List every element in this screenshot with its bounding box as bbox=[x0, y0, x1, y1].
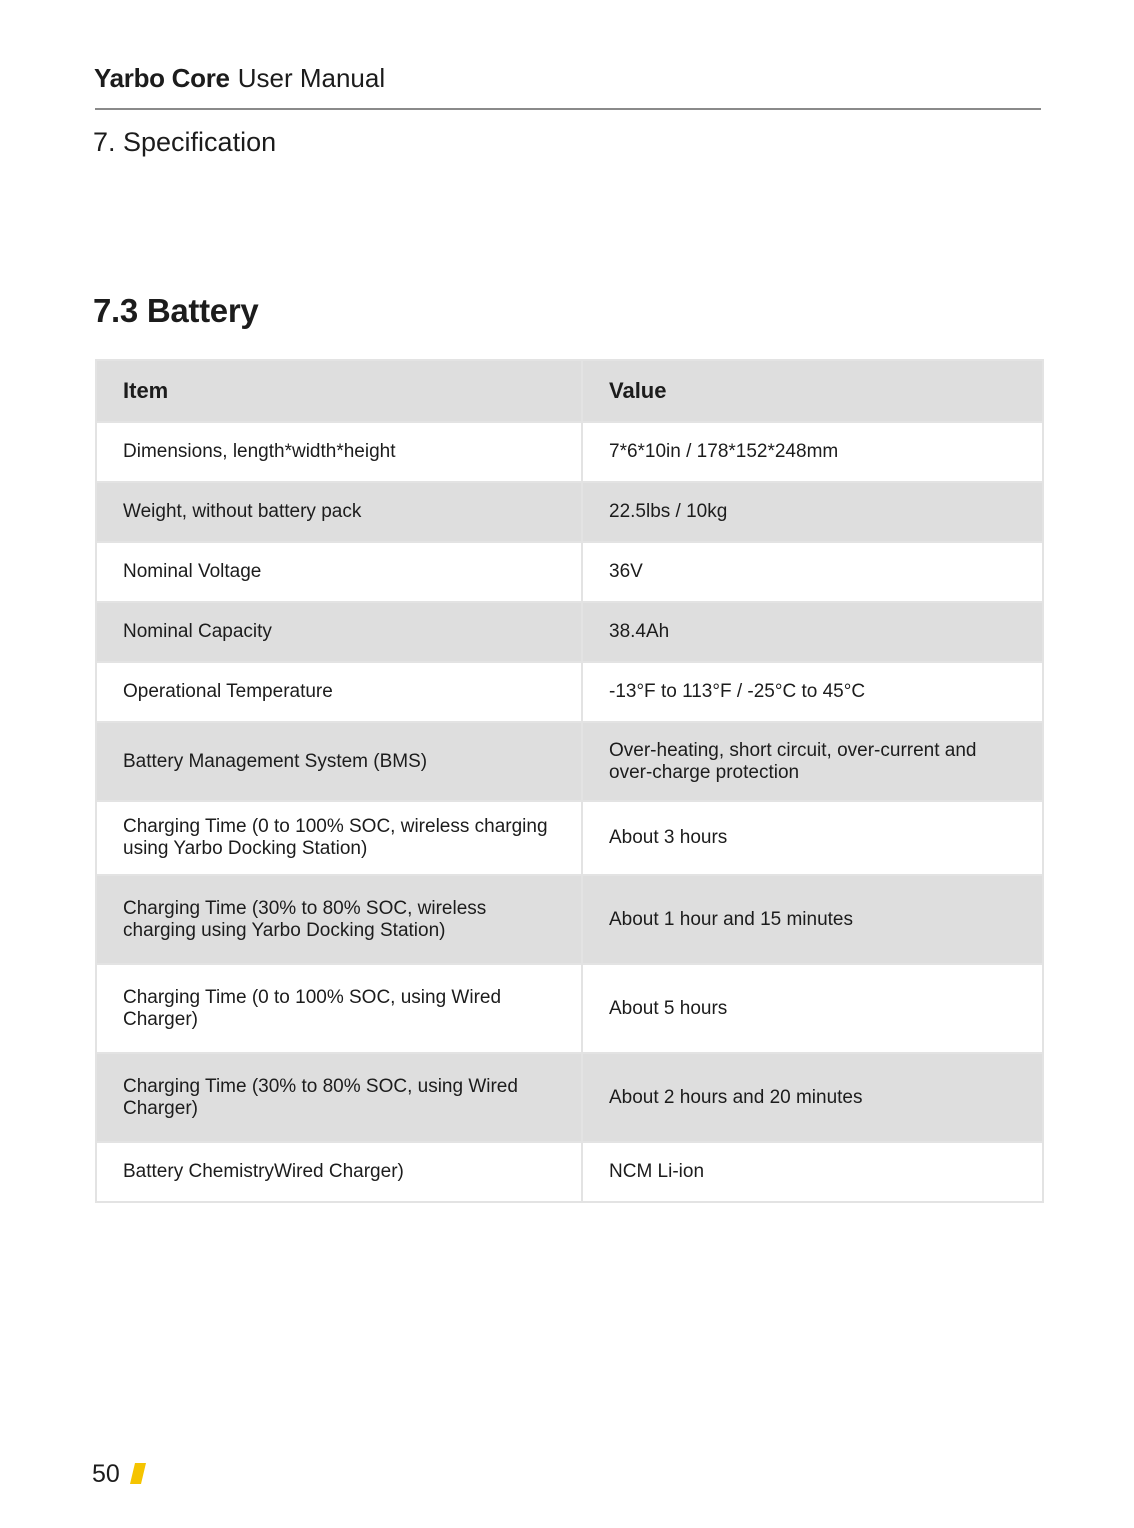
table-row bbox=[96, 602, 1043, 662]
spec-item: Nominal Voltage bbox=[96, 542, 582, 602]
table-row bbox=[96, 801, 1043, 875]
column-header-value: Value bbox=[582, 360, 1043, 422]
spec-value: About 5 hours bbox=[582, 964, 1043, 1053]
table-row bbox=[96, 875, 1043, 964]
spec-value: About 1 hour and 15 minutes bbox=[582, 875, 1043, 964]
table-row bbox=[96, 482, 1043, 542]
spec-value: 22.5lbs / 10kg bbox=[582, 482, 1043, 542]
column-header-item: Item bbox=[96, 360, 582, 422]
spec-value: 38.4Ah bbox=[582, 602, 1043, 662]
brand-name: Yarbo Core bbox=[94, 63, 230, 93]
spec-value: Over-heating, short circuit, over-current and over-charge protection bbox=[582, 722, 1043, 801]
spec-value: 36V bbox=[582, 542, 1043, 602]
page-number: 50 bbox=[92, 1460, 120, 1488]
table-row bbox=[96, 542, 1043, 602]
section-title: 7.3 Battery bbox=[93, 292, 259, 329]
table-row bbox=[96, 422, 1043, 482]
spec-item: Charging Time (30% to 80% SOC, wireless charging using Yarbo Docking Station) bbox=[96, 875, 582, 964]
page-header bbox=[94, 58, 385, 98]
table-row bbox=[96, 1053, 1043, 1142]
spec-item: Operational Temperature bbox=[96, 662, 582, 722]
spec-item: Battery ChemistryWired Charger) bbox=[96, 1142, 582, 1202]
spec-item: Charging Time (0 to 100% SOC, wireless charging using Yarbo Docking Station) bbox=[96, 801, 582, 875]
battery-spec-table bbox=[95, 359, 1044, 1203]
spec-item: Dimensions, length*width*height bbox=[96, 422, 582, 482]
spec-value: About 2 hours and 20 minutes bbox=[582, 1053, 1043, 1142]
document-title: User Manual bbox=[237, 63, 386, 93]
spec-value: NCM Li-ion bbox=[582, 1142, 1043, 1202]
spec-value: About 3 hours bbox=[582, 801, 1043, 875]
spec-item: Battery Management System (BMS) bbox=[96, 722, 582, 801]
header-divider bbox=[95, 108, 1041, 110]
spec-value: -13°F to 113°F / -25°C to 45°C bbox=[582, 662, 1043, 722]
spec-value: 7*6*10in / 178*152*248mm bbox=[582, 422, 1043, 482]
table-row bbox=[96, 722, 1043, 801]
table-header-row bbox=[96, 360, 1043, 422]
spec-item: Charging Time (0 to 100% SOC, using Wired Charger) bbox=[96, 964, 582, 1053]
table-row bbox=[96, 662, 1043, 722]
spec-item: Nominal Capacity bbox=[96, 602, 582, 662]
spec-item: Weight, without battery pack bbox=[96, 482, 582, 542]
spec-item: Charging Time (30% to 80% SOC, using Wired Charger) bbox=[96, 1053, 582, 1142]
table-row bbox=[96, 964, 1043, 1053]
chapter-title: 7. Specification bbox=[93, 127, 277, 157]
table-row bbox=[96, 1142, 1043, 1202]
page-accent-mark bbox=[130, 1463, 146, 1484]
